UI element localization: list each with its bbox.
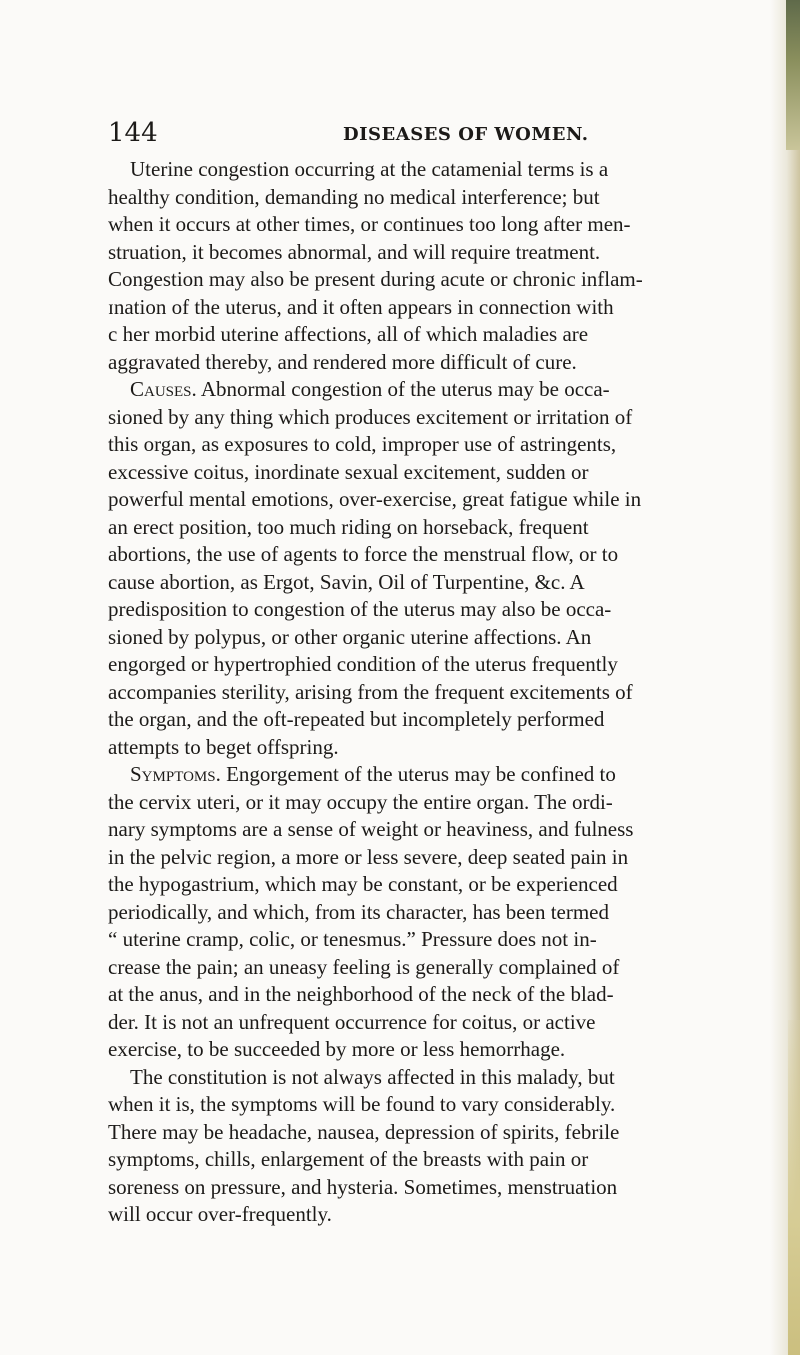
text-line [108, 1091, 748, 1119]
line-text: when it is, the symptoms will be found to vary considerably. [108, 1092, 616, 1116]
line-text: periodically, and which, from its character, has been termed [108, 899, 610, 924]
text-line [108, 349, 748, 377]
text-line [108, 816, 748, 844]
line-text: der. It is not an unfrequent occurrence for coitus, or active [108, 1009, 596, 1034]
text-line [108, 321, 748, 349]
line-text: Engorgement of the uterus may be confined to [220, 762, 616, 786]
text-line [108, 1009, 748, 1037]
text-line [108, 569, 748, 597]
line-text: exercise, to be succeeded by more or less hemorrhage. [108, 1037, 566, 1061]
text-line [108, 1119, 748, 1147]
text-line [108, 899, 748, 927]
text-line [108, 404, 748, 432]
text-line [108, 761, 748, 789]
line-text: will occur over-frequently. [108, 1202, 332, 1226]
line-text: predisposition to congestion of the uterus may also be occa- [108, 597, 612, 621]
text-line [108, 789, 748, 817]
line-text: sioned by polypus, or other organic uterine affections. An [108, 624, 592, 649]
text-line [108, 981, 748, 1009]
line-text: Uterine congestion occurring at the catamenial terms is a [130, 157, 609, 181]
running-head [108, 118, 748, 148]
text-line [108, 926, 748, 954]
text-line [108, 156, 748, 184]
text-line [108, 486, 748, 514]
text-line [108, 294, 748, 322]
text-line [108, 514, 748, 542]
line-text: attempts to beget offspring. [108, 734, 339, 759]
line-text: soreness on pressure, and hysteria. Sometimes, menstruation [108, 1174, 618, 1199]
line-text: c her morbid uterine affections, all of which maladies are [108, 322, 589, 346]
text-line [108, 734, 748, 762]
text-line [108, 596, 748, 624]
text-line [108, 459, 748, 487]
text-line [108, 239, 748, 267]
line-text: cause abortion, as Ergot, Savin, Oil of Turpentine, &c. A [108, 569, 585, 594]
text-line [108, 1036, 748, 1064]
section-lead: Causes. [130, 377, 197, 401]
line-text: abortions, the use of agents to force the menstrual flow, or to [108, 542, 619, 566]
text-line [108, 706, 748, 734]
text-line [108, 266, 748, 294]
line-text: The constitution is not always affected in this malady, but [130, 1064, 615, 1089]
line-text: in the pelvic region, a more or less severe, deep seated pain in [108, 844, 629, 869]
line-text: healthy condition, demanding no medical interference; but [108, 184, 600, 209]
line-text: excessive coitus, inordinate sexual excitement, sudden or [108, 459, 589, 484]
line-text: ɪnation of the uterus, and it often appears in connection with [108, 294, 614, 319]
line-text: nary symptoms are a sense of weight or heaviness, and fulness [108, 817, 634, 841]
text-line [108, 376, 748, 404]
text-line [108, 1146, 748, 1174]
text-line [108, 184, 748, 212]
line-text: the hypogastrium, which may be constant, or be experienced [108, 872, 618, 896]
text-line [108, 871, 748, 899]
line-text: There may be headache, nausea, depression of spirits, febrile [108, 1119, 620, 1144]
text-line [108, 1064, 748, 1092]
line-text: engorged or hypertrophied condition of the uterus frequently [108, 652, 618, 676]
line-text: the organ, and the oft-repeated but incompletely performed [108, 707, 605, 731]
line-text: Congestion may also be present during acute or chronic inflam- [108, 267, 643, 291]
line-text: when it occurs at other times, or continues too long after men- [108, 212, 631, 236]
section-lead: Symptoms. [130, 762, 221, 786]
line-text: powerful mental emotions, over-exercise, great fatigue while in [108, 487, 642, 511]
line-text: aggravated thereby, and rendered more difficult of cure. [108, 349, 577, 374]
text-line [108, 431, 748, 459]
line-text: symptoms, chills, enlargement of the breasts with pain or [108, 1147, 589, 1171]
text-line [108, 844, 748, 872]
text-line [108, 211, 748, 239]
text-line [108, 1174, 748, 1202]
line-text: crease the pain; an uneasy feeling is generally complained of [108, 954, 620, 979]
line-text: “ uterine cramp, colic, or tenesmus.” Pressure does not in- [108, 927, 597, 951]
line-text: the cervix uteri, or it may occupy the entire organ. The ordi- [108, 789, 613, 814]
text-line [108, 541, 748, 569]
text-line [108, 624, 748, 652]
line-text: Abnormal congestion of the uterus may be occa- [196, 377, 610, 401]
line-text: sioned by any thing which produces excitement or irritation of [108, 404, 633, 429]
line-text: an erect position, too much riding on horseback, frequent [108, 514, 589, 539]
line-text: struation, it becomes abnormal, and will require treatment. [108, 239, 601, 264]
text-line [108, 651, 748, 679]
page-edge-yellow-strip [788, 1020, 800, 1355]
body-text [108, 156, 748, 1229]
page-number: 144 [108, 118, 158, 148]
line-text: at the anus, and in the neighborhood of the neck of the blad- [108, 982, 614, 1006]
text-line [108, 954, 748, 982]
line-text: accompanies sterility, arising from the frequent excitements of [108, 679, 633, 704]
text-line [108, 1201, 748, 1229]
page-edge-dark-strip [786, 0, 800, 150]
line-text: this organ, as exposures to cold, improper use of astringents, [108, 432, 617, 456]
text-line [108, 679, 748, 707]
running-title: DISEASES OF WOMEN. [343, 124, 589, 145]
